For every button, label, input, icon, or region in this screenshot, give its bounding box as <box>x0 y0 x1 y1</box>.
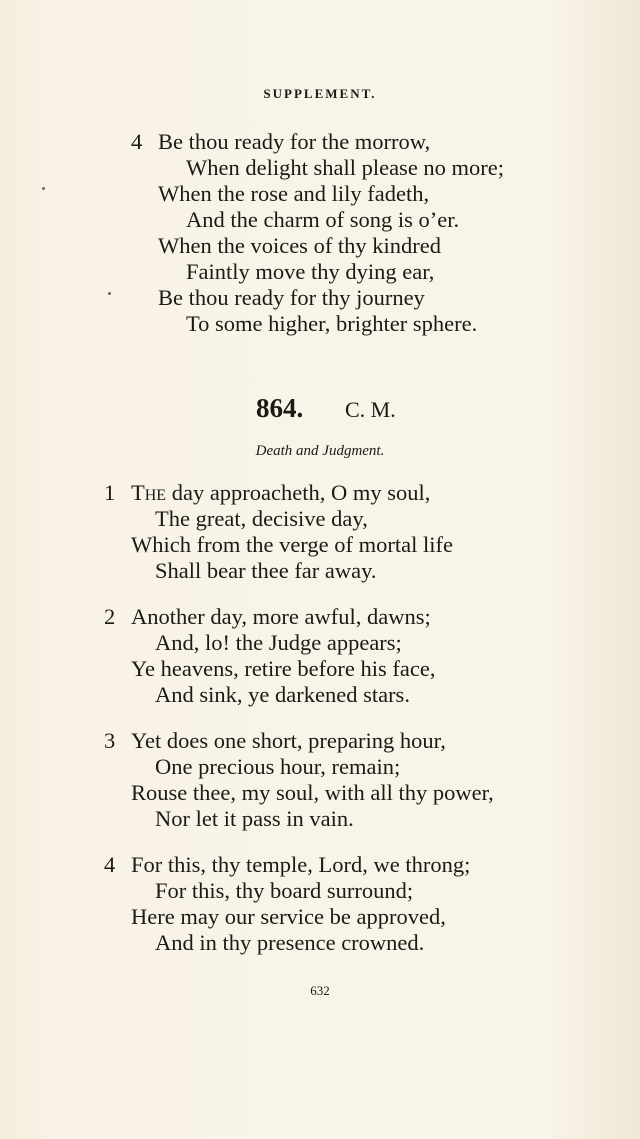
verse-number: 2 <box>104 604 116 629</box>
hymn-number: 864. <box>256 393 304 423</box>
hymn-line: Ye heavens, retire before his face, <box>131 656 436 681</box>
hymn-line: When the rose and lily fadeth, <box>158 181 430 206</box>
hymn-line: Another day, more awful, dawns; <box>131 604 431 629</box>
hymn-line: Which from the verge of mortal life <box>131 532 453 557</box>
hymn-line <box>131 480 430 506</box>
hymn-line: When the voices of thy kindred <box>158 233 442 258</box>
hymn-line: And in thy presence crowned. <box>155 930 425 955</box>
verse-number: 4 <box>131 129 143 154</box>
hymn-subtitle: Death and Judgment. <box>255 443 385 459</box>
hymn-meter: C. M. <box>345 397 396 422</box>
hymn-line: And the charm of song is o’er. <box>186 207 460 232</box>
hymn-line: To some higher, brighter sphere. <box>186 311 478 336</box>
hymn-line: Shall bear thee far away. <box>155 558 377 583</box>
print-speck <box>108 292 111 295</box>
hymn-line: When delight shall please no more; <box>186 155 505 180</box>
verse-number: 4 <box>104 852 116 877</box>
hymn-line: And sink, ye darkened stars. <box>155 682 410 707</box>
hymn-line: For this, thy board surround; <box>155 878 414 903</box>
first-word: The <box>131 480 167 505</box>
hymn-line: The great, decisive day, <box>155 506 368 531</box>
hymn-line: Here may our service be approved, <box>131 904 446 929</box>
running-head: SUPPLEMENT. <box>263 86 377 101</box>
verse-number: 3 <box>104 728 116 753</box>
hymn-line: Faintly move thy dying ear, <box>186 259 435 284</box>
hymn-line: Be thou ready for thy journey <box>158 285 425 310</box>
hymn-line: Be thou ready for the morrow, <box>158 129 431 154</box>
hymn-line: One precious hour, remain; <box>155 754 401 779</box>
hymn-line: And, lo! the Judge appears; <box>155 630 402 655</box>
hymn-line: Rouse thee, my soul, with all thy power, <box>131 780 494 805</box>
page-number: 632 <box>310 983 330 998</box>
hymn-line: For this, thy temple, Lord, we throng; <box>131 852 471 877</box>
print-speck <box>42 187 45 190</box>
hymn-line: Nor let it pass in vain. <box>155 806 354 831</box>
hymn-line: Yet does one short, preparing hour, <box>131 728 446 753</box>
verse-number: 1 <box>104 480 116 505</box>
first-line-rest: day approacheth, O my soul, <box>166 480 431 505</box>
